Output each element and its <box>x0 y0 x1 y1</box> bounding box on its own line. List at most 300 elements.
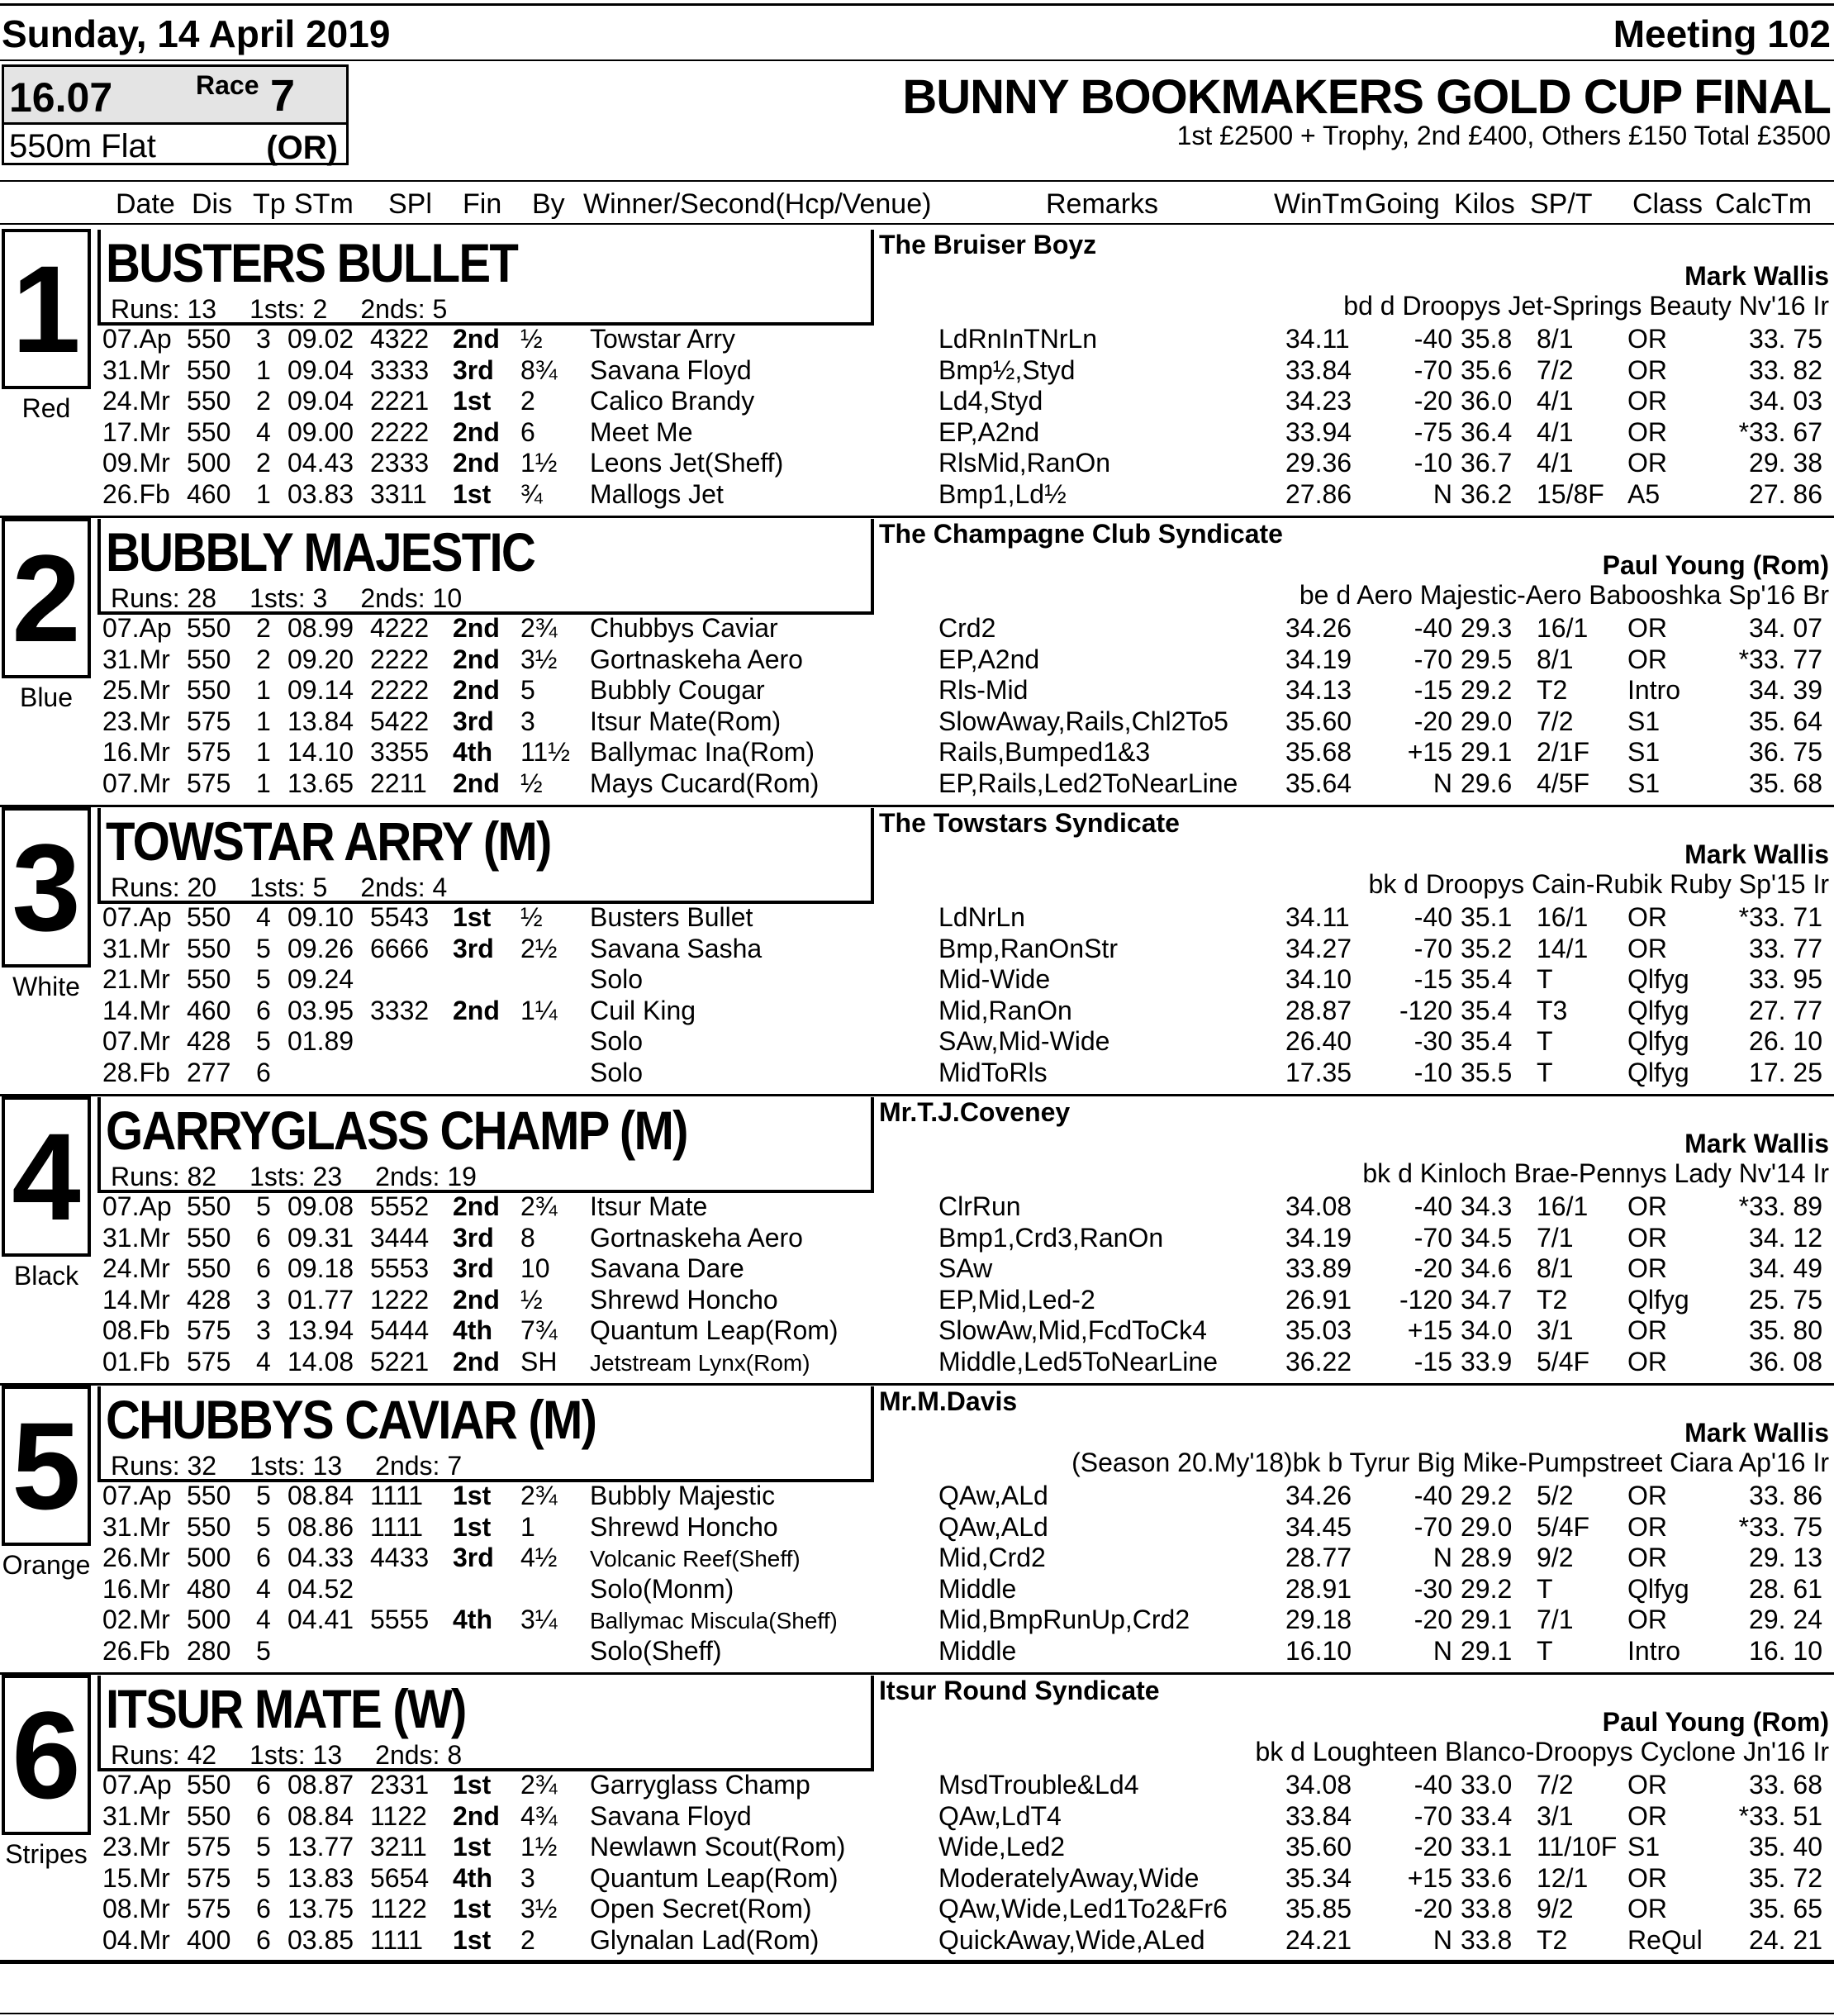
form-winner-second: Savana Floyd <box>590 354 752 385</box>
form-calc-time: 33. 77 <box>1749 933 1822 963</box>
form-calc-time: *33. 75 <box>1738 1511 1822 1542</box>
form-positions: 3444 <box>370 1222 430 1253</box>
form-sp: 7/1 <box>1537 1605 1574 1634</box>
col-going: Going <box>1365 188 1440 220</box>
form-finish: 2nd <box>453 644 500 674</box>
trap-color: Red <box>21 393 71 423</box>
form-positions: 5444 <box>370 1315 430 1345</box>
form-row <box>0 1770 1834 1800</box>
form-win-time: 33.84 <box>1285 1800 1352 1831</box>
form-calc-time: 34. 49 <box>1749 1253 1822 1283</box>
form-finish: 3rd <box>453 1222 494 1253</box>
form-sp: 5/4F <box>1537 1511 1590 1542</box>
form-positions: 1222 <box>370 1284 430 1315</box>
form-date: 31.Mr <box>102 644 170 674</box>
runner-entry <box>0 1094 1834 1383</box>
dog-runs: Runs: 13 <box>111 294 217 324</box>
form-date: 07.Ap <box>102 1191 172 1221</box>
form-row <box>0 1481 1834 1511</box>
form-win-time: 35.60 <box>1285 706 1352 736</box>
form-trap: 2 <box>256 613 271 643</box>
form-calc-time: 24. 21 <box>1749 1924 1822 1955</box>
form-weight: 35.8 <box>1461 324 1513 354</box>
form-distance-beaten: 3 <box>520 1862 535 1893</box>
form-date: 28.Fb <box>102 1057 170 1087</box>
form-row <box>0 706 1834 737</box>
form-sectional: 09.31 <box>287 1222 354 1253</box>
form-sp: T <box>1537 1573 1553 1604</box>
form-row <box>0 1058 1834 1088</box>
form-weight: 29.3 <box>1461 613 1513 643</box>
form-distance-beaten: 2¾ <box>520 1191 558 1221</box>
form-remarks: Middle <box>938 1635 1017 1666</box>
form-going: -40 <box>1414 902 1452 932</box>
form-trap: 1 <box>256 737 271 767</box>
form-row <box>0 1636 1834 1667</box>
form-trap: 1 <box>256 675 271 705</box>
form-distance-beaten: 2½ <box>520 933 558 963</box>
form-row <box>0 996 1834 1026</box>
col-date: Date <box>116 188 175 220</box>
form-class: Qlfyg <box>1627 1573 1689 1604</box>
form-class: Qlfyg <box>1627 995 1689 1025</box>
form-date: 08.Mr <box>102 1894 170 1923</box>
form-weight: 36.0 <box>1461 386 1513 416</box>
form-winner-second: Savana Dare <box>590 1253 744 1283</box>
dog-trainer: Mark Wallis <box>1684 1418 1829 1448</box>
form-distance-beaten: 2¾ <box>520 1770 558 1800</box>
form-distance: 550 <box>187 1222 231 1253</box>
form-date: 08.Fb <box>102 1315 170 1345</box>
form-finish: 1st <box>453 1770 492 1800</box>
form-class: Qlfyg <box>1627 964 1689 994</box>
form-finish: 1st <box>453 1832 492 1861</box>
form-distance-beaten: 5 <box>520 675 535 705</box>
form-remarks: EP,A2nd <box>938 416 1040 447</box>
form-date: 31.Mr <box>102 933 170 963</box>
form-weight: 29.1 <box>1461 1635 1513 1666</box>
form-sectional: 13.77 <box>287 1832 354 1861</box>
form-date: 07.Ap <box>102 902 172 932</box>
form-class: OR <box>1627 1481 1667 1510</box>
form-trap: 4 <box>256 1346 271 1376</box>
form-winner-second: Calico Brandy <box>590 386 755 416</box>
runner-entry <box>0 1672 1834 1961</box>
form-remarks: SAw <box>938 1253 993 1283</box>
trap-color: White <box>12 972 80 1001</box>
form-class: OR <box>1627 1543 1667 1572</box>
form-date: 16.Mr <box>102 737 170 767</box>
form-winner-second: Mallogs Jet <box>590 478 724 509</box>
form-positions: 2221 <box>370 386 430 416</box>
form-finish: 3rd <box>453 1543 494 1572</box>
form-calc-time: *33. 77 <box>1738 644 1822 674</box>
form-sp: 3/1 <box>1537 1315 1574 1345</box>
form-winner-second: Cuil King <box>590 995 696 1025</box>
form-date: 26.Fb <box>102 478 170 509</box>
form-remarks: Wide,Led2 <box>938 1832 1065 1861</box>
form-calc-time: 35. 68 <box>1749 768 1822 798</box>
form-remarks: QAw,ALd <box>938 1481 1048 1510</box>
form-trap: 6 <box>256 1800 271 1831</box>
form-finish: 4th <box>453 1862 492 1893</box>
form-trap: 6 <box>256 1057 271 1087</box>
form-going: -120 <box>1399 1284 1452 1315</box>
form-class: OR <box>1627 324 1667 354</box>
form-win-time: 16.10 <box>1285 1635 1352 1666</box>
form-date: 15.Mr <box>102 1862 170 1893</box>
form-weight: 33.1 <box>1461 1832 1513 1861</box>
form-distance: 400 <box>187 1924 231 1955</box>
dog-stats <box>111 1162 510 1192</box>
form-finish: 2nd <box>453 1191 500 1221</box>
form-distance: 550 <box>187 675 231 705</box>
form-win-time: 33.89 <box>1285 1253 1352 1283</box>
form-calc-time: 17. 25 <box>1749 1057 1822 1087</box>
form-sectional: 03.83 <box>287 478 354 509</box>
form-positions: 5553 <box>370 1253 430 1283</box>
meeting-date: Sunday, 14 April 2019 <box>2 12 391 55</box>
trap-color: Blue <box>19 682 74 712</box>
form-going: N <box>1433 768 1452 798</box>
form-finish: 1st <box>453 1894 492 1923</box>
form-class: OR <box>1627 933 1667 963</box>
dog-runs: Runs: 42 <box>111 1740 217 1770</box>
form-positions: 3311 <box>370 478 427 509</box>
form-trap: 1 <box>256 354 271 385</box>
form-calc-time: *33. 67 <box>1738 416 1822 447</box>
form-remarks: SlowAw,Mid,FcdToCk4 <box>938 1315 1207 1345</box>
form-date: 17.Mr <box>102 416 170 447</box>
form-sectional: 01.77 <box>287 1284 354 1315</box>
form-distance: 575 <box>187 1346 231 1376</box>
form-calc-time: 35. 80 <box>1749 1315 1822 1345</box>
form-distance: 277 <box>187 1057 231 1087</box>
form-remarks: Crd2 <box>938 613 996 643</box>
dog-trainer: Mark Wallis <box>1684 1129 1829 1158</box>
form-going: -70 <box>1414 1511 1452 1542</box>
form-sp: 5/2 <box>1537 1481 1574 1510</box>
form-winner-second: Mays Cucard(Rom) <box>590 768 820 798</box>
form-win-time: 34.23 <box>1285 386 1352 416</box>
form-finish: 2nd <box>453 448 500 478</box>
form-row <box>0 1894 1834 1924</box>
form-date: 14.Mr <box>102 1284 170 1315</box>
form-finish: 3rd <box>453 706 494 736</box>
form-sp: 7/1 <box>1537 1222 1574 1253</box>
form-trap: 6 <box>256 1924 271 1955</box>
form-win-time: 34.13 <box>1285 675 1352 705</box>
form-winner-second: Leons Jet(Sheff) <box>590 448 784 478</box>
form-trap: 5 <box>256 1862 271 1893</box>
form-going: +15 <box>1407 1315 1452 1345</box>
form-distance-beaten: 10 <box>520 1253 550 1283</box>
form-remarks: Rails,Bumped1&3 <box>938 737 1151 767</box>
dog-owner: Mr.M.Davis <box>879 1386 1018 1416</box>
form-winner-second: Newlawn Scout(Rom) <box>590 1832 846 1861</box>
form-class: OR <box>1627 1315 1667 1345</box>
form-sp: 3/1 <box>1537 1800 1574 1831</box>
form-winner-second: Gortnaskeha Aero <box>590 644 803 674</box>
dog-seconds: 2nds: 8 <box>375 1740 463 1770</box>
form-distance-beaten: 3 <box>520 706 535 736</box>
form-win-time: 35.03 <box>1285 1315 1352 1345</box>
form-distance-beaten: 7¾ <box>520 1315 558 1345</box>
form-row <box>0 964 1834 995</box>
form-win-time: 34.08 <box>1285 1191 1352 1221</box>
form-class: OR <box>1627 902 1667 932</box>
form-distance: 575 <box>187 1862 231 1893</box>
form-winner-second: Open Secret(Rom) <box>590 1894 812 1923</box>
form-remarks: QuickAway,Wide,ALed <box>938 1924 1205 1955</box>
columns-top-rule <box>0 180 1834 182</box>
form-distance-beaten: 1¼ <box>520 995 558 1025</box>
col-dis: Dis <box>192 188 233 220</box>
form-sp: 9/2 <box>1537 1543 1574 1572</box>
form-going: -70 <box>1414 644 1452 674</box>
col-calctm: CalcTm <box>1715 188 1813 220</box>
form-remarks: SlowAway,Rails,Chl2To5 <box>938 706 1228 736</box>
form-sp: 2/1F <box>1537 737 1590 767</box>
dog-runs: Runs: 20 <box>111 872 217 902</box>
form-sectional: 09.04 <box>287 354 354 385</box>
form-win-time: 35.68 <box>1285 737 1352 767</box>
race-time: 16.07 <box>9 74 113 121</box>
form-trap: 6 <box>256 1770 271 1800</box>
dog-box <box>97 1386 874 1482</box>
form-class: S1 <box>1627 768 1661 798</box>
form-remarks: QAw,LdT4 <box>938 1800 1062 1831</box>
trap-number: 5 <box>12 1396 81 1535</box>
form-finish: 3rd <box>453 354 494 385</box>
form-sp: 8/1 <box>1537 1253 1574 1283</box>
form-distance-beaten: 1½ <box>520 448 558 478</box>
form-distance: 550 <box>187 933 231 963</box>
form-finish: 2nd <box>453 1800 500 1831</box>
form-distance-beaten: 1½ <box>520 1832 558 1861</box>
form-trap: 4 <box>256 902 271 932</box>
form-row <box>0 1285 1834 1315</box>
form-weight: 28.9 <box>1461 1543 1513 1572</box>
form-remarks: QAw,ALd <box>938 1511 1048 1542</box>
form-class: OR <box>1627 448 1667 478</box>
form-row <box>0 324 1834 354</box>
meeting-number: Meeting 102 <box>1613 12 1831 55</box>
form-row <box>0 448 1834 478</box>
dog-name: CHUBBYS CAVIAR (M) <box>106 1389 596 1450</box>
form-sp: 5/4F <box>1537 1346 1590 1376</box>
race-distance: 550m Flat <box>9 128 156 164</box>
form-winner-second: Bubbly Majestic <box>590 1481 776 1510</box>
form-calc-time: 28. 61 <box>1749 1573 1822 1604</box>
form-distance: 280 <box>187 1635 231 1666</box>
form-winner-second: Solo <box>590 964 644 994</box>
form-distance: 480 <box>187 1573 231 1604</box>
form-date: 04.Mr <box>102 1924 170 1955</box>
form-finish: 2nd <box>453 324 500 354</box>
trap-color: Stripes <box>5 1839 88 1869</box>
bottom-rule <box>0 2013 1834 2014</box>
form-sp: 14/1 <box>1537 933 1589 963</box>
dog-breeding: bk d Loughteen Blanco-Droopys Cyclone Jn'16 Ir <box>1255 1737 1829 1766</box>
form-trap: 3 <box>256 1315 271 1345</box>
form-winner-second: Volcanic Reef(Sheff) <box>590 1546 801 1571</box>
form-sectional: 09.08 <box>287 1191 354 1221</box>
form-class: A5 <box>1627 478 1661 509</box>
form-distance: 500 <box>187 448 231 478</box>
form-distance: 460 <box>187 478 231 509</box>
form-sp: 4/5F <box>1537 768 1590 798</box>
form-date: 09.Mr <box>102 448 170 478</box>
dog-seconds: 2nds: 10 <box>360 583 463 613</box>
form-sectional: 08.86 <box>287 1511 354 1542</box>
form-calc-time: 34. 39 <box>1749 675 1822 705</box>
dog-owner: The Towstars Syndicate <box>879 808 1180 838</box>
dog-box <box>97 808 874 904</box>
form-distance: 550 <box>187 1800 231 1831</box>
form-weight: 33.8 <box>1461 1924 1513 1955</box>
form-sectional: 13.65 <box>287 768 354 798</box>
form-distance-beaten: ¾ <box>520 478 543 509</box>
form-winner-second: Shrewd Honcho <box>590 1284 778 1315</box>
form-distance-beaten: 3¼ <box>520 1605 558 1634</box>
form-row <box>0 1832 1834 1862</box>
form-finish: 4th <box>453 1605 492 1634</box>
form-calc-time: 36. 75 <box>1749 737 1822 767</box>
form-date: 07.Ap <box>102 613 172 643</box>
form-finish: 4th <box>453 1315 492 1345</box>
form-finish: 1st <box>453 1481 492 1510</box>
form-sectional: 08.84 <box>287 1481 354 1510</box>
form-date: 31.Mr <box>102 1800 170 1831</box>
form-distance-beaten: 1 <box>520 1511 535 1542</box>
form-date: 07.Ap <box>102 1770 172 1800</box>
form-positions: 2211 <box>370 768 427 798</box>
form-weight: 29.2 <box>1461 1573 1513 1604</box>
form-distance-beaten: 8 <box>520 1222 535 1253</box>
dog-stats <box>111 1451 495 1481</box>
form-date: 24.Mr <box>102 1253 170 1283</box>
form-calc-time: 35. 40 <box>1749 1832 1822 1861</box>
form-going: -75 <box>1414 416 1452 447</box>
form-sp: 4/1 <box>1537 448 1574 478</box>
form-weight: 34.5 <box>1461 1222 1513 1253</box>
dog-name: BUBBLY MAJESTIC <box>106 521 535 582</box>
form-calc-time: 33. 86 <box>1749 1481 1822 1510</box>
runner-entry <box>0 226 1834 516</box>
col-remarks: Remarks <box>1046 188 1159 220</box>
form-winner-second: Gortnaskeha Aero <box>590 1222 803 1253</box>
dog-breeding: be d Aero Majestic-Aero Babooshka Sp'16 Br <box>1299 580 1829 610</box>
form-distance: 575 <box>187 737 231 767</box>
form-winner-second: Quantum Leap(Rom) <box>590 1862 839 1893</box>
form-sp: 8/1 <box>1537 324 1574 354</box>
dog-firsts: 1sts: 13 <box>249 1740 343 1770</box>
form-remarks: EP,A2nd <box>938 644 1040 674</box>
form-row <box>0 1347 1834 1377</box>
form-calc-time: 25. 75 <box>1749 1284 1822 1315</box>
form-date: 23.Mr <box>102 1832 170 1861</box>
form-trap: 6 <box>256 1222 271 1253</box>
form-distance-beaten: ½ <box>520 902 543 932</box>
form-win-time: 27.86 <box>1285 478 1352 509</box>
header-rule <box>0 59 1834 61</box>
form-going: -40 <box>1414 1191 1452 1221</box>
trap-color: Orange <box>2 1550 91 1580</box>
form-winner-second: Solo(Sheff) <box>590 1635 722 1666</box>
form-finish: 1st <box>453 1924 492 1955</box>
dog-stats <box>111 294 480 325</box>
form-sectional: 09.02 <box>287 324 354 354</box>
form-weight: 29.5 <box>1461 644 1513 674</box>
form-distance-beaten: 4½ <box>520 1543 558 1572</box>
form-date: 31.Mr <box>102 354 170 385</box>
form-class: S1 <box>1627 737 1661 767</box>
form-sp: 12/1 <box>1537 1862 1589 1893</box>
form-going: N <box>1433 1543 1452 1572</box>
form-distance-beaten: 3½ <box>520 1894 558 1923</box>
form-trap: 5 <box>256 964 271 994</box>
form-going: N <box>1433 478 1452 509</box>
form-positions: 5422 <box>370 706 430 736</box>
form-sectional: 09.04 <box>287 386 354 416</box>
form-distance-beaten: 4¾ <box>520 1800 558 1831</box>
form-winner-second: Ballymac Miscula(Sheff) <box>590 1608 838 1633</box>
form-sectional: 09.26 <box>287 933 354 963</box>
form-distance: 550 <box>187 1253 231 1283</box>
form-row <box>0 902 1834 933</box>
form-positions: 3333 <box>370 354 430 385</box>
dog-trainer: Mark Wallis <box>1684 261 1829 291</box>
form-trap: 1 <box>256 768 271 798</box>
form-going: -30 <box>1414 1026 1452 1056</box>
form-finish: 2nd <box>453 675 500 705</box>
form-weight: 29.0 <box>1461 1511 1513 1542</box>
dog-seconds: 2nds: 7 <box>375 1451 463 1481</box>
form-date: 24.Mr <box>102 386 170 416</box>
form-weight: 36.2 <box>1461 478 1513 509</box>
form-remarks: EP,Mid,Led-2 <box>938 1284 1095 1315</box>
form-winner-second: Meet Me <box>590 416 693 447</box>
form-positions: 3332 <box>370 995 430 1025</box>
form-remarks: Mid-Wide <box>938 964 1051 994</box>
form-going: +15 <box>1407 1862 1452 1893</box>
form-sectional: 09.24 <box>287 964 354 994</box>
form-weight: 29.0 <box>1461 706 1513 736</box>
form-calc-time: 33. 75 <box>1749 324 1822 354</box>
form-positions: 1111 <box>370 1481 424 1510</box>
form-calc-time: 33. 68 <box>1749 1770 1822 1800</box>
form-calc-time: 29. 13 <box>1749 1543 1822 1572</box>
form-weight: 29.1 <box>1461 1605 1513 1634</box>
form-finish: 1st <box>453 902 492 932</box>
form-remarks: LdRnInTNrLn <box>938 324 1098 354</box>
form-distance: 575 <box>187 1832 231 1861</box>
runner-entry <box>0 516 1834 805</box>
form-win-time: 28.87 <box>1285 995 1352 1025</box>
form-remarks: RlsMid,RanOn <box>938 448 1111 478</box>
form-remarks: QAw,Wide,Led1To2&Fr6 <box>938 1894 1228 1923</box>
form-calc-time: 34. 12 <box>1749 1222 1822 1253</box>
form-win-time: 35.34 <box>1285 1862 1352 1893</box>
form-win-time: 34.45 <box>1285 1511 1352 1542</box>
race-number: 7 <box>270 71 296 121</box>
form-winner-second: Glynalan Lad(Rom) <box>590 1924 820 1955</box>
form-remarks: Middle <box>938 1573 1017 1604</box>
col-wintm: WinTm <box>1274 188 1363 220</box>
form-sp: 7/2 <box>1537 706 1574 736</box>
dog-owner: The Champagne Club Syndicate <box>879 519 1283 549</box>
